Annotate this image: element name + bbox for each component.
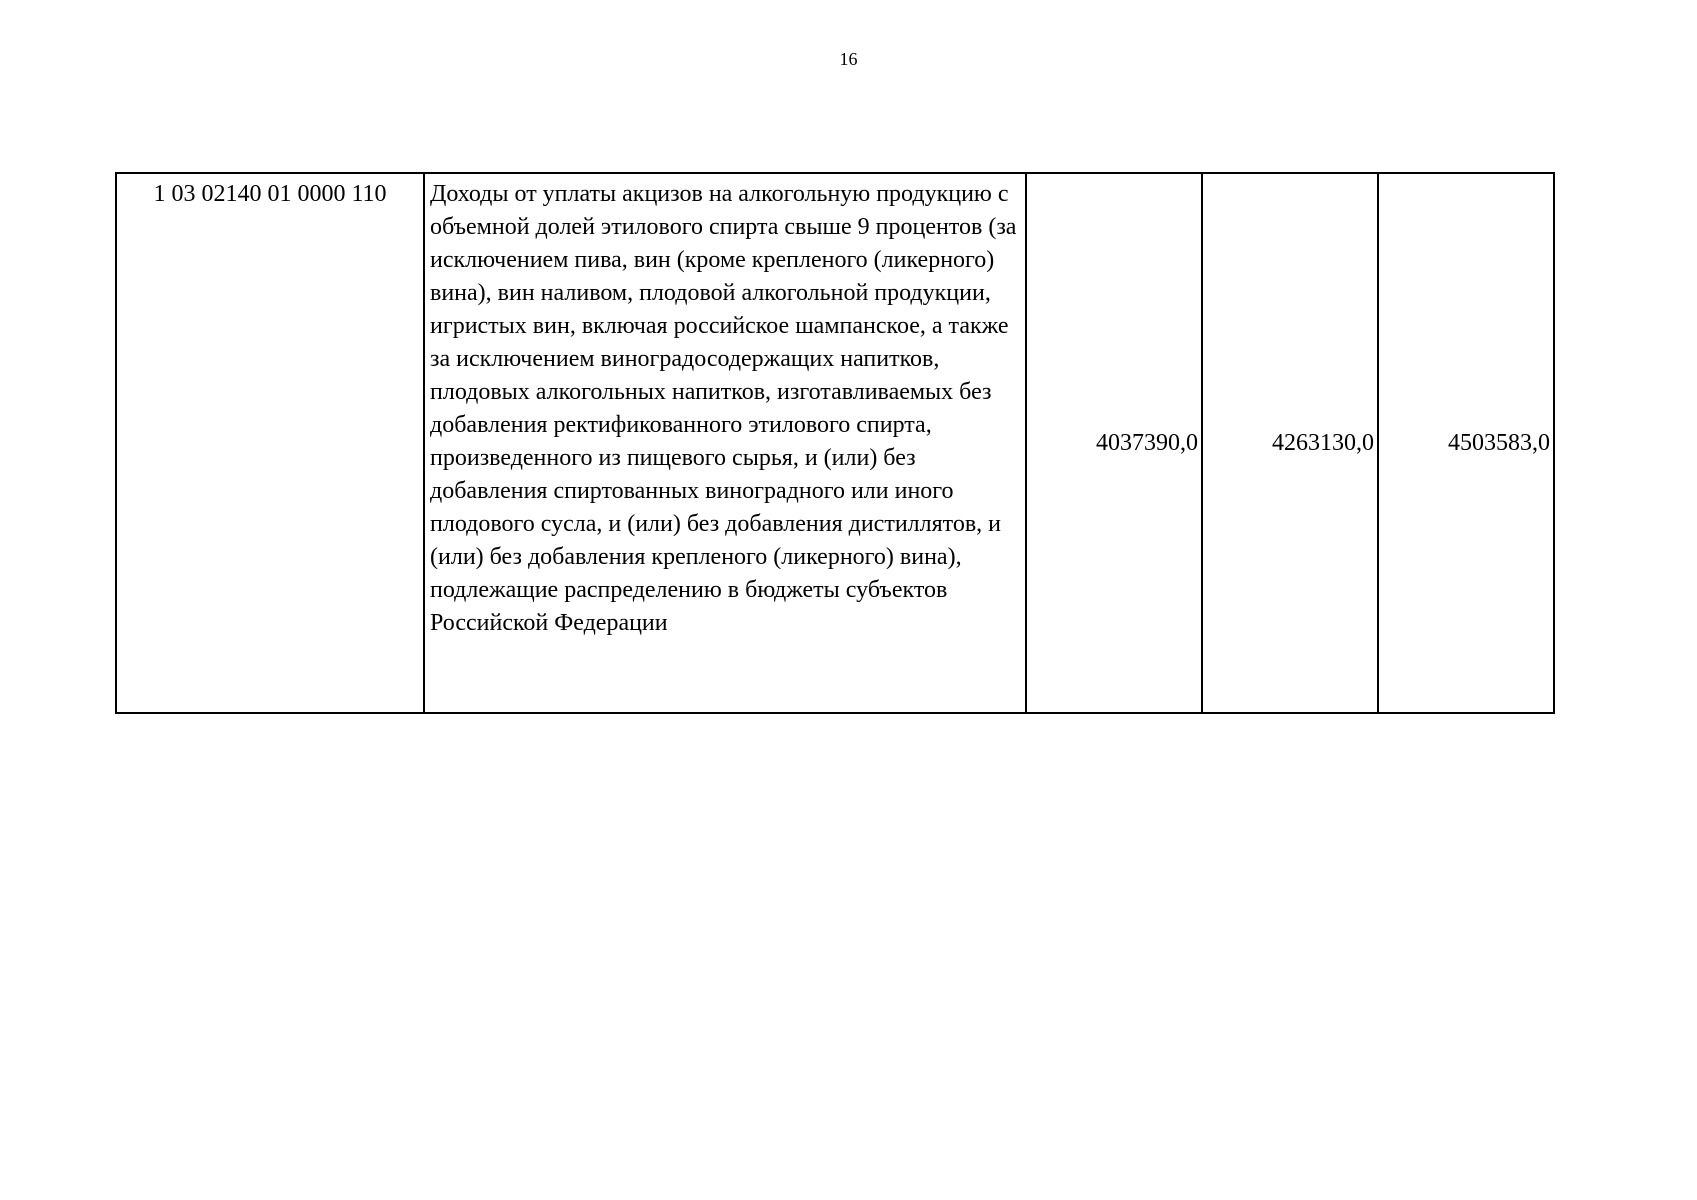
- revenue-description: Доходы от уплаты акцизов на алкогольную продукцию с объемной долей этилового спирта свыше 9 процентов (за исключением пива, вин (кроме крепленого (ликерного) вина), вин наливом, плодовой алкогольной продукции, игристых вин, включая российское шампанское, а также за исключением виноградосодержащих напитков, плодовых алкогольных напитков, изготавливаемых без добавления ректификованного этилового спирта, произведенного из пищевого сырья, и (или) без добавления спиртованных виноградного или иного плодового сусла, и (или) без добавления дистиллятов, и (или) без добавления крепленого (ликерного) вина), подлежащие распределению в бюджеты субъектов Российской Федерации: [424, 173, 1026, 713]
- table-row: [116, 173, 1554, 713]
- amount-year-1: 4037390,0: [1026, 173, 1202, 713]
- page-number: 16: [839, 49, 858, 69]
- budget-revenue-table: [115, 172, 1555, 714]
- budget-classification-code: 1 03 02140 01 0000 110: [116, 173, 424, 713]
- amount-year-3: 4503583,0: [1378, 173, 1554, 713]
- amount-year-2: 4263130,0: [1202, 173, 1378, 713]
